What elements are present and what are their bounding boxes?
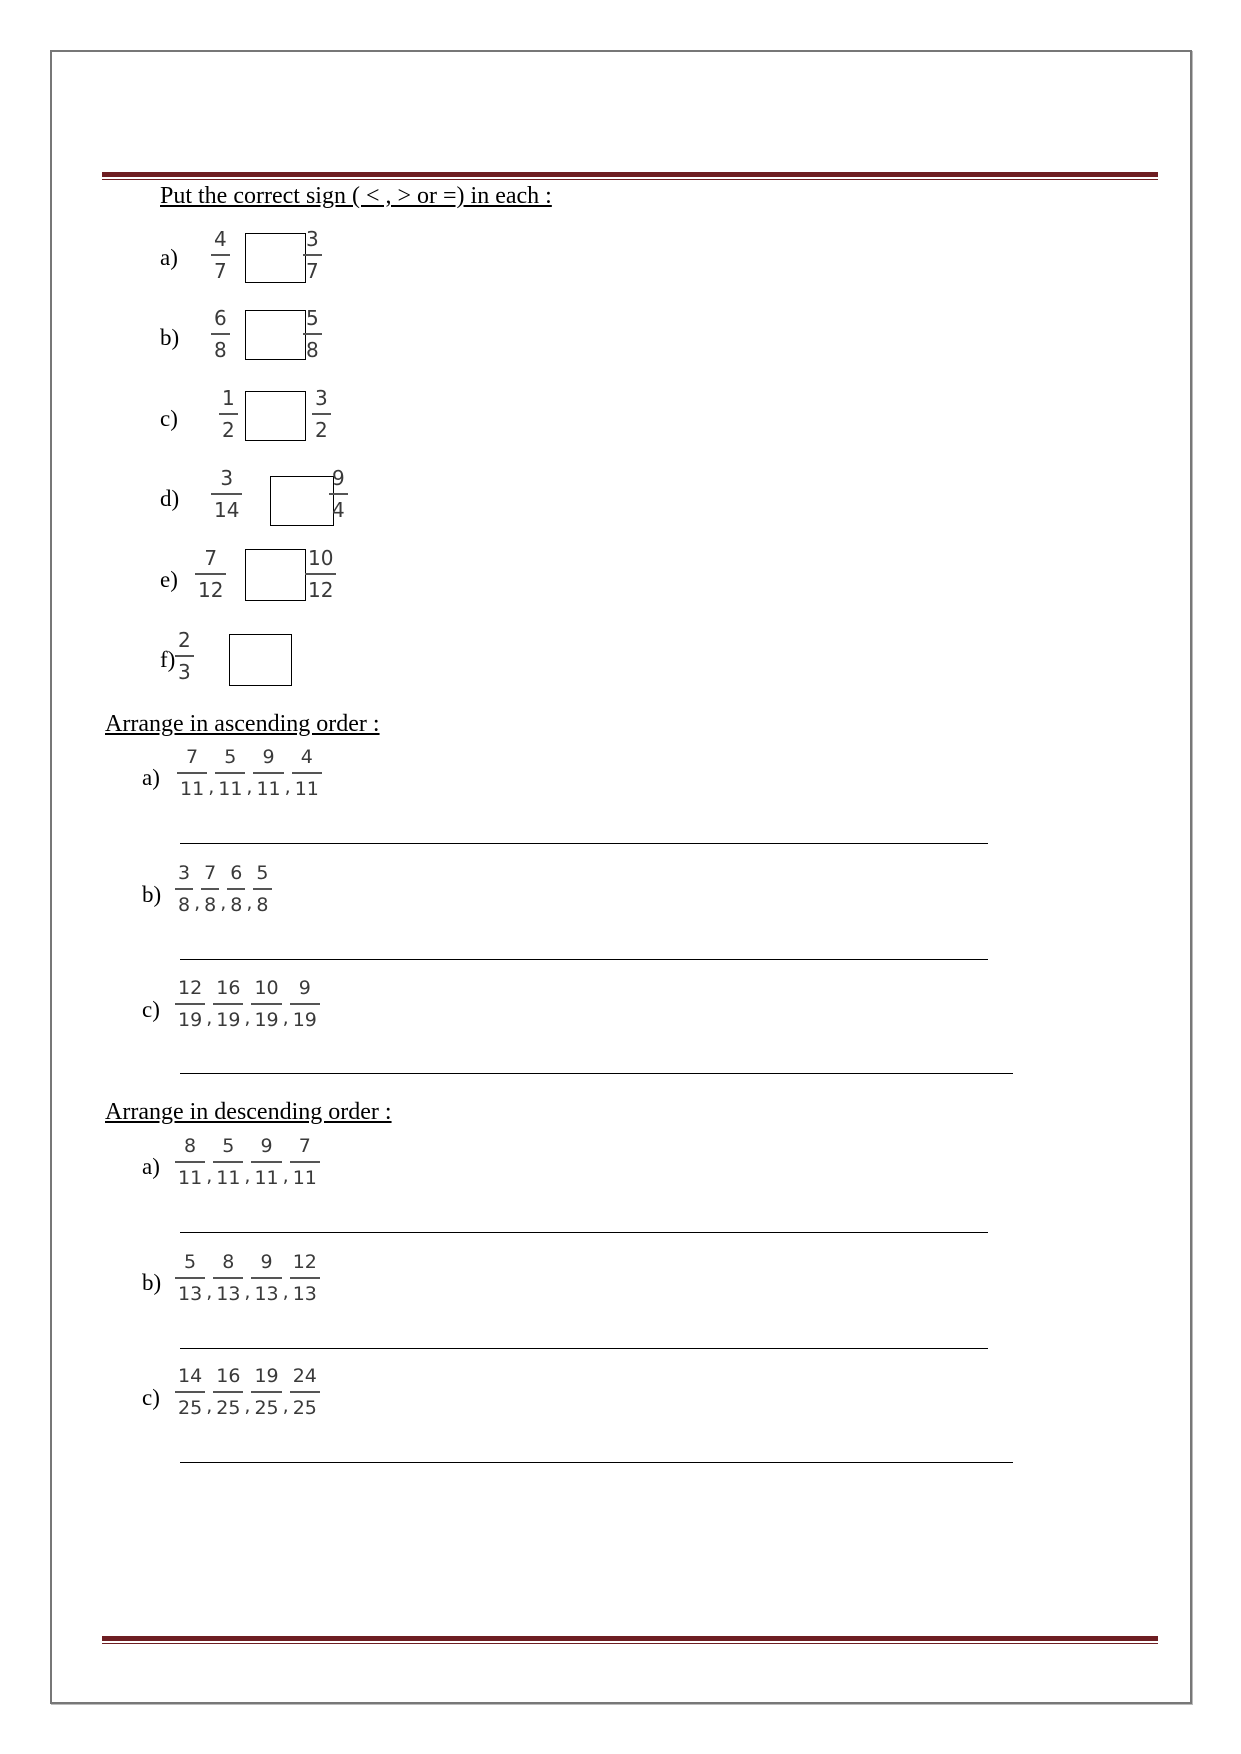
fraction: $\frac{12}{19}$ — [175, 977, 205, 1031]
ascending-c-answer-line[interactable] — [180, 1073, 1013, 1074]
compare-b-answer-box[interactable] — [245, 310, 306, 360]
compare-f-answer-box[interactable] — [229, 634, 292, 686]
numerator: 3 — [315, 386, 328, 410]
compare-d-left-fraction — [211, 467, 242, 521]
descending-c-fractions: $\frac{14}{25}$ , $\frac{16}{25}$ , $\frac{19}{25}$ , $\frac{24}{25}$ — [175, 1365, 320, 1419]
compare-a-left-fraction — [211, 228, 230, 282]
compare-c-left-fraction — [219, 387, 238, 441]
numerator: 1 — [222, 386, 235, 410]
fraction: $\frac{5}{8}$ — [253, 862, 271, 916]
ascending-c-label: c) — [142, 997, 160, 1022]
ascending-heading: Arrange in ascending order : — [105, 711, 380, 737]
denominator: 8 — [214, 337, 227, 362]
descending-a-label: a) — [142, 1154, 160, 1179]
denominator: 7 — [214, 258, 227, 283]
numerator: 5 — [306, 306, 319, 330]
fraction: $\frac{6}{8}$ — [227, 862, 245, 916]
fraction: $\frac{8}{13}$ — [213, 1251, 243, 1305]
compare-f-label: f) — [160, 647, 176, 672]
fraction: $\frac{5}{11}$ — [213, 1135, 243, 1189]
numerator: 10 — [308, 546, 334, 570]
compare-c-right-fraction — [312, 387, 331, 441]
denominator: 8 — [306, 337, 319, 362]
fraction: $\frac{9}{11}$ — [253, 746, 283, 800]
denominator: 2 — [222, 417, 235, 442]
compare-a-answer-box[interactable] — [245, 233, 306, 283]
ascending-b-fractions: $\frac{3}{8}$ , $\frac{7}{8}$ , $\frac{6}{8}$ , $\frac{5}{8}$ — [175, 862, 272, 916]
fraction: $\frac{4}{11}$ — [292, 746, 322, 800]
ascending-b-label: b) — [142, 882, 162, 907]
compare-d-answer-box[interactable] — [270, 476, 334, 526]
ascending-a-answer-line[interactable] — [180, 843, 988, 844]
fraction: $\frac{19}{25}$ — [251, 1365, 281, 1419]
denominator: 14 — [214, 497, 240, 522]
descending-b-fractions: $\frac{5}{13}$ , $\frac{8}{13}$ , $\frac{9}{13}$ , $\frac{12}{13}$ — [175, 1251, 320, 1305]
compare-a-label: a) — [160, 245, 178, 270]
ascending-a-fractions: $\frac{7}{11}$ , $\frac{5}{11}$ , $\frac{9}{11}$ , $\frac{4}{11}$ — [177, 746, 322, 800]
compare-f-left-fraction — [175, 629, 194, 683]
compare-b-left-fraction — [211, 307, 230, 361]
compare-e-label: e) — [160, 567, 178, 592]
denominator: 2 — [315, 417, 328, 442]
fraction: $\frac{9}{11}$ — [251, 1135, 281, 1189]
compare-d-label: d) — [160, 486, 180, 511]
compare-b-right-fraction — [303, 307, 322, 361]
compare-c-label: c) — [160, 406, 178, 431]
fraction: $\frac{16}{25}$ — [213, 1365, 243, 1419]
denominator: 12 — [198, 577, 224, 602]
denominator: 3 — [178, 659, 191, 684]
fraction: $\frac{9}{13}$ — [251, 1251, 281, 1305]
fraction: $\frac{16}{19}$ — [213, 977, 243, 1031]
numerator: 9 — [332, 466, 345, 490]
descending-a-fractions: $\frac{8}{11}$ , $\frac{5}{11}$ , $\frac{9}{11}$ , $\frac{7}{11}$ — [175, 1135, 320, 1189]
compare-a-right-fraction — [303, 228, 322, 282]
fraction: $\frac{10}{19}$ — [251, 977, 281, 1031]
compare-d-right-fraction — [329, 467, 348, 521]
compare-b-label: b) — [160, 325, 180, 350]
numerator: 2 — [178, 628, 191, 652]
denominator: 4 — [332, 497, 345, 522]
compare-e-left-fraction — [195, 547, 226, 601]
descending-a-answer-line[interactable] — [180, 1232, 988, 1233]
compare-e-right-fraction — [305, 547, 336, 601]
fraction: $\frac{9}{19}$ — [290, 977, 320, 1031]
fraction: $\frac{5}{11}$ — [215, 746, 245, 800]
numerator: 4 — [214, 227, 227, 251]
header-rule — [102, 172, 1158, 180]
descending-b-label: b) — [142, 1270, 162, 1295]
fraction: $\frac{5}{13}$ — [175, 1251, 205, 1305]
numerator: 7 — [204, 546, 218, 570]
ascending-b-answer-line[interactable] — [180, 959, 988, 960]
compare-c-answer-box[interactable] — [245, 391, 306, 441]
fraction: $\frac{24}{25}$ — [290, 1365, 320, 1419]
descending-b-answer-line[interactable] — [180, 1348, 988, 1349]
fraction: $\frac{7}{11}$ — [177, 746, 207, 800]
descending-c-label: c) — [142, 1385, 160, 1410]
compare-heading: Put the correct sign ( < , > or =) in each : — [160, 183, 552, 209]
denominator: 7 — [306, 258, 319, 283]
fraction: $\frac{7}{11}$ — [290, 1135, 320, 1189]
compare-e-answer-box[interactable] — [245, 549, 306, 601]
numerator: 3 — [220, 466, 234, 490]
ascending-c-fractions: $\frac{12}{19}$ , $\frac{16}{19}$ , $\frac{10}{19}$ , $\frac{9}{19}$ — [175, 977, 320, 1031]
fraction: $\frac{12}{13}$ — [290, 1251, 320, 1305]
descending-heading: Arrange in descending order : — [105, 1099, 392, 1125]
numerator: 6 — [214, 306, 227, 330]
fraction: $\frac{7}{8}$ — [201, 862, 219, 916]
numerator: 3 — [306, 227, 319, 251]
footer-rule — [102, 1636, 1158, 1644]
denominator: 12 — [308, 577, 334, 602]
ascending-a-label: a) — [142, 765, 160, 790]
fraction: $\frac{8}{11}$ — [175, 1135, 205, 1189]
fraction: $\frac{3}{8}$ — [175, 862, 193, 916]
descending-c-answer-line[interactable] — [180, 1462, 1013, 1463]
fraction: $\frac{14}{25}$ — [175, 1365, 205, 1419]
